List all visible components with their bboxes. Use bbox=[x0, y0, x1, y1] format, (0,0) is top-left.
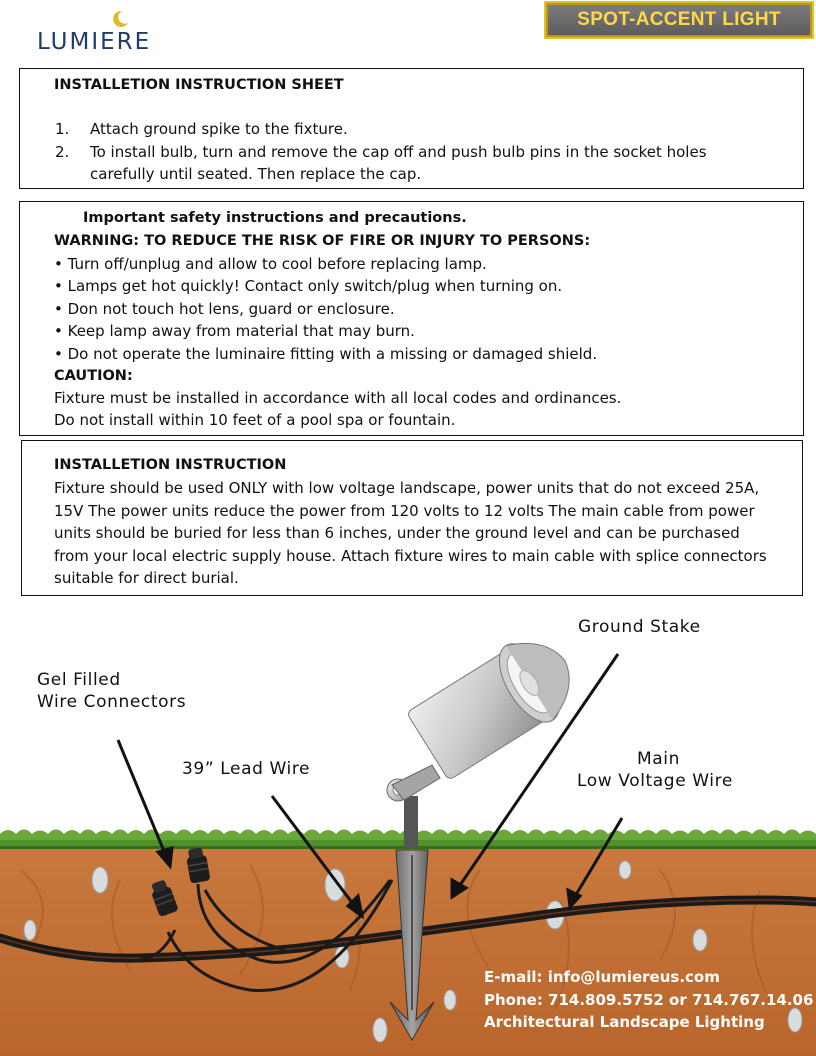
installation-title: INSTALLETION INSTRUCTION bbox=[54, 457, 287, 473]
safety-bullet: • Do not operate the luminaire fitting with a missing or damaged shield. bbox=[54, 345, 598, 363]
safety-bullet: • Keep lamp away from material that may burn. bbox=[54, 322, 415, 340]
gel-connectors-label-line2: Wire Connectors bbox=[37, 692, 187, 712]
brand-logo: LUMIERE bbox=[37, 29, 152, 55]
company-tagline: Architectural Landscape Lighting bbox=[484, 1013, 765, 1031]
contact-phone: Phone: 714.809.5752 or 714.767.14.06 bbox=[484, 991, 814, 1009]
warning-heading: WARNING: TO REDUCE THE RISK OF FIRE OR INJURY TO PERSONS: bbox=[54, 233, 591, 249]
step-number: 1. bbox=[55, 120, 70, 138]
installation-line: from your local electric supply house. Attach fixture wires to main cable with splice connectors bbox=[54, 547, 767, 565]
crescent-moon-icon bbox=[110, 9, 130, 29]
installation-line: 15V The power units reduce the power from 120 volts to 12 volts The main cable from power bbox=[54, 502, 755, 520]
caution-line: Fixture must be installed in accordance with all local codes and ordinances. bbox=[54, 389, 622, 407]
caution-line: Do not install within 10 feet of a pool spa or fountain. bbox=[54, 411, 456, 429]
spot-light-fixture bbox=[387, 623, 588, 801]
installation-section bbox=[21, 440, 803, 596]
safety-title: Important safety instructions and precautions. bbox=[83, 210, 467, 226]
lead-wire-label: 39” Lead Wire bbox=[182, 759, 311, 779]
step-number: 2. bbox=[55, 143, 70, 161]
safety-bullet: • Turn off/unplug and allow to cool before replacing lamp. bbox=[54, 255, 487, 273]
safety-bullet: • Don not touch hot lens, guard or enclosure. bbox=[54, 300, 395, 318]
main-wire-label-line2: Low Voltage Wire bbox=[577, 771, 733, 791]
step-text: Attach ground spike to the fixture. bbox=[90, 120, 348, 138]
step-text-continued: carefully until seated. Then replace the cap. bbox=[90, 165, 422, 183]
main-wire-label-line1: Main bbox=[637, 749, 680, 769]
step-text: To install bulb, turn and remove the cap off and push bulb pins in the socket holes bbox=[90, 143, 707, 161]
installation-line: units should be buried for less than 6 inches, under the ground level and can be purchased bbox=[54, 524, 740, 542]
installation-line: Fixture should be used ONLY with low voltage landscape, power units that do not exceed 25A, bbox=[54, 479, 760, 497]
product-badge-label: SPOT-ACCENT LIGHT bbox=[577, 9, 781, 30]
ground-stake-label: Ground Stake bbox=[578, 617, 701, 637]
product-badge bbox=[544, 1, 814, 39]
instruction-sheet-title: INSTALLETION INSTRUCTION SHEET bbox=[54, 77, 344, 93]
gel-connectors-label-line1: Gel Filled bbox=[37, 670, 121, 690]
instruction-sheet-section bbox=[19, 68, 804, 189]
contact-email: E-mail: info@lumiereus.com bbox=[484, 968, 720, 986]
safety-bullet: • Lamps get hot quickly! Contact only switch/plug when turning on. bbox=[54, 277, 563, 295]
installation-line: suitable for direct burial. bbox=[54, 569, 239, 587]
installation-diagram bbox=[0, 600, 816, 1056]
safety-section bbox=[19, 201, 804, 436]
caution-heading: CAUTION: bbox=[54, 368, 133, 384]
